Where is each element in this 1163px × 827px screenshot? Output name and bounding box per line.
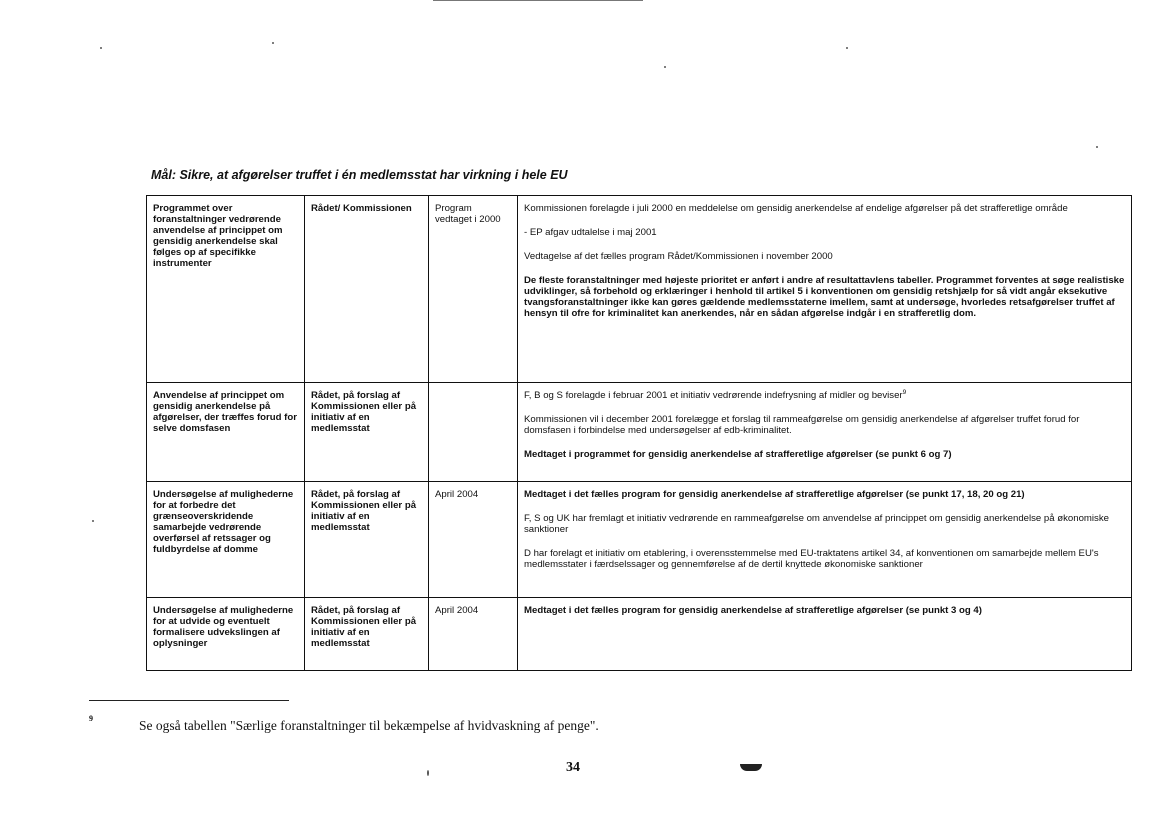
scan-speck — [427, 770, 429, 776]
cell-status — [518, 383, 1132, 482]
status-paragraph: Kommissionen forelagde i juli 2000 en meddelelse om gensidig anerkendelse af endelige afgørelser på det strafferetlige område — [524, 203, 1068, 214]
footnote-text: Se også tabellen "Særlige foranstaltninger til bekæmpelse af hvidvaskning af penge". — [139, 718, 599, 733]
scan-speck — [92, 520, 94, 522]
table-row — [147, 196, 1132, 383]
cell-status — [518, 598, 1132, 671]
status-paragraph: De fleste foranstaltninger med højeste prioritet er anført i andre af resultattavlens tabeller. Programmet forventes at søge realistiske udviklinger, så forbehold og erklæringer i henhold til artikel 5 i konventionen om gensidig retshjælp for så vidt angår eksekutive tvangsforanstaltninger ikke kan gøres gældende medlemsstaterne imellem, samt at undersøge, hvorledes retsafgørelser truffet af hensyn til ofre for kriminalitet kan anerkendes, når en sådan afgørelse indgår i en strafferetlig dom. — [524, 275, 1125, 319]
status-paragraph: Medtaget i det fælles program for gensidig anerkendelse af strafferetlige afgørelser (se punkt 17, 18, 20 og 21) — [524, 489, 1025, 500]
cell-status — [518, 196, 1132, 383]
cell-objective: Anvendelse af princippet om gensidig anerkendelse på afgørelser, der træffes forud for selve domsfasen — [147, 383, 305, 482]
scan-speck — [664, 66, 666, 68]
cell-objective: Undersøgelse af mulighederne for at forbedre det grænseoverskridende samarbejde vedrørende overførsel af retssager og fuldbyrdelse af domme — [147, 482, 305, 598]
table-row — [147, 598, 1132, 671]
cell-objective: Undersøgelse af mulighederne for at udvide og eventuelt formalisere udvekslingen af oplysninger — [147, 598, 305, 671]
measures-table — [146, 195, 1132, 671]
status-paragraph: Medtaget i programmet for gensidig anerkendelse af strafferetlige afgørelser (se punkt 6 og 7) — [524, 449, 952, 460]
scan-speck — [100, 47, 102, 49]
table-heading: Mål: Sikre, at afgørelser truffet i én medlemsstat har virkning i hele EU — [151, 168, 568, 182]
cell-responsible: Rådet, på forslag af Kommissionen eller på initiativ af en medlemsstat — [305, 598, 429, 671]
cell-responsible: Rådet, på forslag af Kommissionen eller på initiativ af en medlemsstat — [305, 383, 429, 482]
cell-status — [518, 482, 1132, 598]
status-paragraph: Vedtagelse af det fælles program Rådet/Kommissionen i november 2000 — [524, 251, 833, 262]
cell-deadline: April 2004 — [429, 598, 518, 671]
status-paragraph: F, S og UK har fremlagt et initiativ vedrørende en rammeafgørelse om anvendelse af princippet om gensidig anerkendelse på økonomiske sanktioner — [524, 513, 1109, 535]
table-row — [147, 383, 1132, 482]
footnote-divider — [89, 700, 289, 701]
cell-responsible: Rådet, på forslag af Kommissionen eller på initiativ af en medlemsstat — [305, 482, 429, 598]
cell-responsible: Rådet/ Kommissionen — [305, 196, 429, 383]
status-paragraph: Medtaget i det fælles program for gensidig anerkendelse af strafferetlige afgørelser (se punkt 3 og 4) — [524, 605, 982, 616]
scan-speck — [272, 42, 274, 44]
scan-speck — [740, 764, 762, 771]
page-number: 34 — [566, 760, 580, 775]
cell-deadline: Program vedtaget i 2000 — [429, 196, 518, 383]
status-paragraph: D har forelagt et initiativ om etablering, i overensstemmelse med EU-traktatens artikel 34, af konventionen om samarbejde mellem EU's medlemsstater i færdselssager og gennemførelse af de dertil knyttede økonomiske sanktioner — [524, 548, 1099, 570]
status-paragraph-text: F, B og S forelagde i februar 2001 et initiativ vedrørende indefrysning af midler og beviser — [524, 390, 903, 401]
cell-deadline — [429, 383, 518, 482]
cell-deadline: April 2004 — [429, 482, 518, 598]
status-paragraph: Kommissionen vil i december 2001 forelægge et forslag til rammeafgørelse om gensidig anerkendelse af afgørelser truffet forud for domsfasen i forbindelse med undersøgelser af edb-kriminalitet. — [524, 414, 1080, 436]
status-paragraph — [524, 390, 1125, 401]
status-paragraph: - EP afgav udtalelse i maj 2001 — [524, 227, 657, 238]
footnote-reference: 9 — [902, 388, 907, 396]
footnote-marker: 9 — [89, 714, 93, 723]
scan-speck — [1096, 146, 1098, 148]
top-rule — [433, 0, 643, 1]
scan-speck — [846, 47, 848, 49]
table-row — [147, 482, 1132, 598]
cell-objective: Programmet over foranstaltninger vedrørende anvendelse af princippet om gensidig anerkendelse skal følges op af specifikke instrumenter — [147, 196, 305, 383]
